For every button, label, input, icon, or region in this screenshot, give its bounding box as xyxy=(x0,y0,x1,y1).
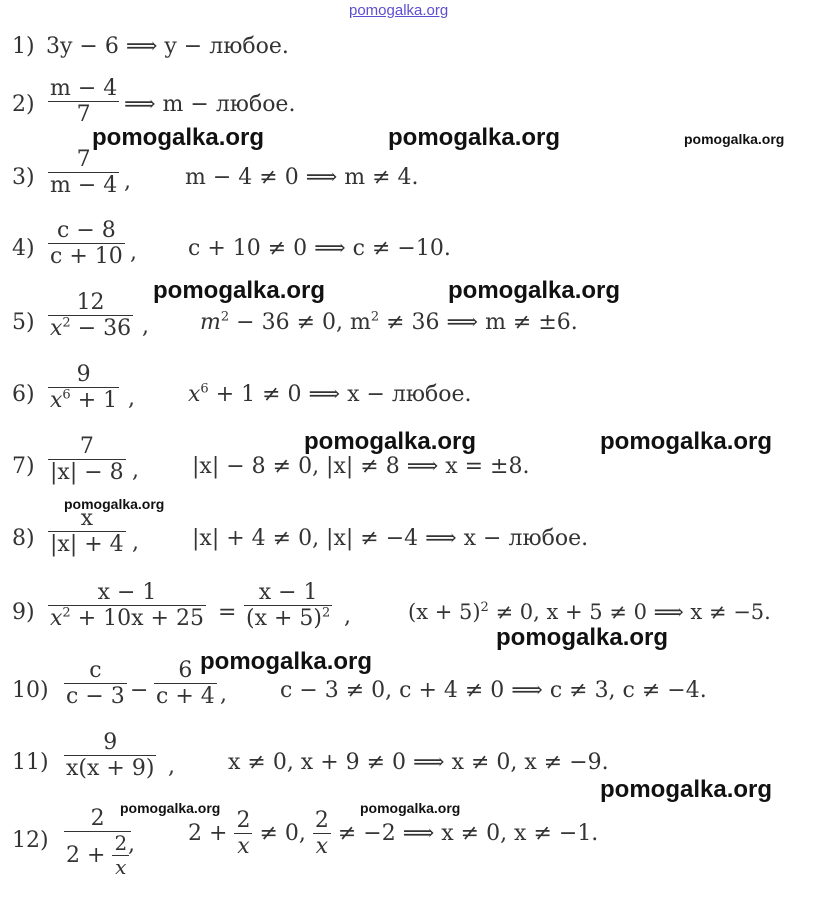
compound-fraction xyxy=(64,806,131,879)
condition xyxy=(188,381,472,407)
cond-fraction-2 xyxy=(313,808,331,860)
exponent: 2 xyxy=(220,309,230,325)
inner-fraction xyxy=(112,832,129,879)
den-lead: 2 + xyxy=(66,843,106,869)
den-exponent: 2 xyxy=(322,605,331,621)
denominator xyxy=(48,315,133,341)
item-number: 7) xyxy=(12,454,35,479)
item-number: 6) xyxy=(12,382,35,407)
expression: ⟹ m − любое. xyxy=(124,92,296,117)
den-tail: − 36 xyxy=(70,316,132,342)
watermark: pomogalka.org xyxy=(388,124,561,151)
watermark: pomogalka.org xyxy=(684,131,785,147)
item-number: 5) xyxy=(12,310,35,335)
numerator: 2 xyxy=(114,831,128,856)
numerator: c − 8 xyxy=(57,218,116,243)
denominator: 7 xyxy=(48,101,119,127)
fraction-left xyxy=(48,580,206,632)
numerator: 12 xyxy=(76,290,105,315)
comma: , xyxy=(128,832,135,857)
denominator: c + 10 xyxy=(50,244,123,270)
numerator: 2 xyxy=(236,808,251,833)
comma: , xyxy=(168,754,175,779)
watermark: pomogalka.org xyxy=(600,428,773,455)
fraction xyxy=(48,147,119,199)
item-number: 9) xyxy=(12,600,35,625)
condition: c − 3 ≠ 0, c + 4 ≠ 0 ⟹ c ≠ 3, c ≠ −4. xyxy=(280,678,707,703)
denominator: |x| + 4 xyxy=(50,532,124,558)
expression: 3y − 6 ⟹ y − любое. xyxy=(46,34,289,59)
den-exponent: 6 xyxy=(62,387,71,403)
comma: , xyxy=(124,169,131,194)
var-m: m xyxy=(200,310,221,335)
condition xyxy=(200,309,578,335)
comma: , xyxy=(142,314,149,339)
item-number: 1) xyxy=(12,34,35,59)
den-base: (x + 5) xyxy=(246,606,322,632)
condition: x ≠ 0, x + 9 ≠ 0 ⟹ x ≠ 0, x ≠ −9. xyxy=(228,750,609,775)
exponent: 2 xyxy=(480,600,489,615)
condition-part: + 1 ≠ 0 ⟹ x − любое. xyxy=(208,382,472,407)
fraction xyxy=(48,290,133,342)
denominator: x(x + 9) xyxy=(66,756,155,782)
watermark: pomogalka.org xyxy=(600,776,773,803)
item-number: 8) xyxy=(12,526,35,551)
denominator xyxy=(112,855,129,879)
denominator xyxy=(48,387,119,413)
numerator: 2 xyxy=(90,806,105,831)
den-base: x xyxy=(50,316,63,342)
equals-sign: = xyxy=(218,600,237,625)
denominator: m − 4 xyxy=(50,173,118,199)
denominator xyxy=(234,833,252,859)
var-x: x xyxy=(115,855,127,880)
numerator: 6 xyxy=(178,658,193,683)
denominator xyxy=(64,831,131,879)
den-tail: + 10x + 25 xyxy=(70,606,204,632)
watermark: pomogalka.org xyxy=(448,277,621,304)
comma: , xyxy=(132,458,139,483)
den-base: x xyxy=(50,606,63,632)
numerator: x xyxy=(80,506,94,531)
numerator: x − 1 xyxy=(258,580,318,605)
numerator: 9 xyxy=(103,730,118,755)
comma: , xyxy=(128,386,135,411)
exponent: 2 xyxy=(370,309,380,325)
cond-end: ≠ −2 ⟹ x ≠ 0, x ≠ −1. xyxy=(337,820,599,846)
condition-part: − 36 ≠ 0, m xyxy=(229,310,371,335)
den-tail: + 1 xyxy=(70,388,118,414)
condition: |x| − 8 ≠ 0, |x| ≠ 8 ⟹ x = ±8. xyxy=(192,454,530,479)
watermark: pomogalka.org xyxy=(304,428,477,455)
condition: |x| + 4 ≠ 0, |x| ≠ −4 ⟹ x − любое. xyxy=(192,526,589,551)
denominator: c − 3 xyxy=(66,684,125,710)
watermark: pomogalka.org xyxy=(120,800,221,816)
item-number: 4) xyxy=(12,236,35,261)
denominator: |x| − 8 xyxy=(50,460,124,486)
var-x: x xyxy=(315,834,329,860)
var-x: x xyxy=(188,382,201,407)
condition: c + 10 ≠ 0 ⟹ c ≠ −10. xyxy=(188,236,451,261)
item-number: 3) xyxy=(12,165,35,190)
comma: , xyxy=(132,530,139,555)
numerator: 7 xyxy=(76,147,91,172)
watermark: pomogalka.org xyxy=(64,496,165,512)
condition-part: (x + 5) xyxy=(408,600,481,624)
fraction xyxy=(48,506,126,558)
fraction xyxy=(48,218,125,270)
condition-part: ≠ 0, x + 5 ≠ 0 ⟹ x ≠ −5. xyxy=(488,600,771,624)
numerator: c xyxy=(89,658,102,683)
fraction-right xyxy=(244,580,332,632)
fraction xyxy=(64,730,156,782)
condition-part: ≠ 36 ⟹ m ≠ ±6. xyxy=(379,310,578,335)
fraction xyxy=(48,362,119,414)
condition xyxy=(408,602,771,623)
exponent: 6 xyxy=(200,381,209,397)
watermark: pomogalka.org xyxy=(200,648,373,675)
cond-lead: 2 + xyxy=(188,820,228,846)
item-number: 2) xyxy=(12,92,35,117)
comma: , xyxy=(130,240,137,265)
numerator: m − 4 xyxy=(50,76,118,101)
item-number: 10) xyxy=(12,678,49,703)
denominator xyxy=(48,605,206,631)
fraction xyxy=(48,434,126,486)
numerator: 2 xyxy=(314,808,329,833)
den-exponent: 2 xyxy=(62,315,71,331)
numerator: 7 xyxy=(79,434,94,459)
comma: , xyxy=(344,604,351,629)
denominator xyxy=(244,605,332,631)
var-x: x xyxy=(237,834,250,860)
watermark: pomogalka.org xyxy=(496,624,669,651)
item-number: 12) xyxy=(12,828,49,853)
fraction-left xyxy=(64,658,127,710)
site-header-link[interactable]: pomogalka.org xyxy=(349,2,449,19)
cond-fraction-1 xyxy=(234,808,252,860)
numerator: x − 1 xyxy=(97,580,157,605)
den-base: x xyxy=(50,388,63,414)
comma: , xyxy=(220,682,227,707)
numerator: 9 xyxy=(76,362,91,387)
denominator xyxy=(313,833,331,859)
minus-sign: − xyxy=(130,678,149,703)
watermark: pomogalka.org xyxy=(92,124,265,151)
den-exponent: 2 xyxy=(62,605,71,621)
condition: m − 4 ≠ 0 ⟹ m ≠ 4. xyxy=(185,165,419,190)
watermark: pomogalka.org xyxy=(153,277,326,304)
fraction xyxy=(48,76,119,128)
denominator: c + 4 xyxy=(156,684,215,710)
watermark: pomogalka.org xyxy=(360,800,461,816)
cond-mid: ≠ 0, xyxy=(259,820,306,846)
item-number: 11) xyxy=(12,750,49,775)
